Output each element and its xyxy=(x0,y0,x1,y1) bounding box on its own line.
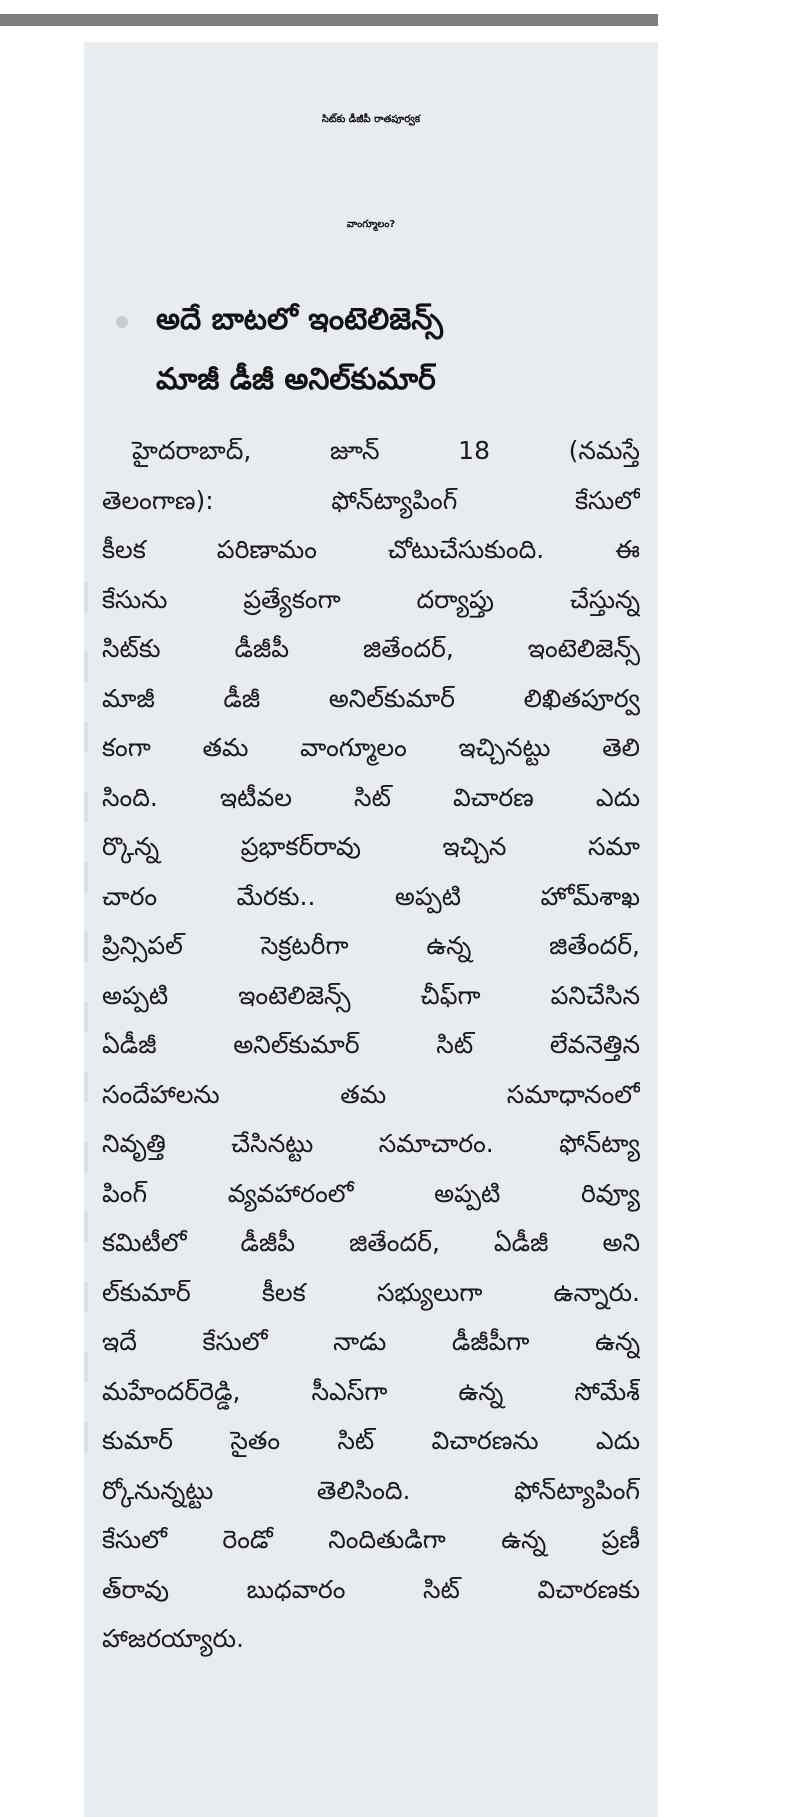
body-line: ప్రిన్సిపల్ సెక్రటరీగా ఉన్న జితేందర్, xyxy=(102,931,640,960)
body-line: త్‌రావు బుధవారం సిట్ విచారణకు xyxy=(102,1574,640,1604)
headline-line-1: సిట్‌కు డీజీపీ రాతపూర్వక xyxy=(321,114,421,125)
body-line: ర్కోనున్నట్టు తెలిసింది. ఫోన్‌ట్యాపింగ్ xyxy=(102,1475,640,1505)
body-line: తెలంగాణ): ఫోన్‌ట్యాపింగ్ కేసులో xyxy=(102,485,640,515)
body-line: కమిటీలో డీజీపీ జితేందర్, ఏడీజీ అని xyxy=(102,1228,640,1257)
body-line: మాజీ డీజీ అనిల్‌కుమార్ లిఖితపూర్వ xyxy=(102,683,640,713)
article-body xyxy=(102,426,640,1664)
headline-line-2: వాంగ్మూలం? xyxy=(346,219,396,230)
body-line: కేసులో రెండో నిందితుడిగా ఉన్న ప్రణీ xyxy=(102,1525,640,1554)
body-line: కేసును ప్రత్యేకంగా దర్యాప్తు చేస్తున్న xyxy=(102,584,640,614)
body-line: ల్‌కుమార్ కీలక సభ్యులుగా ఉన్నారు. xyxy=(102,1277,640,1307)
body-line: పింగ్ వ్యవహారంలో అప్పటి రివ్యూ xyxy=(102,1178,640,1208)
article-panel xyxy=(84,42,658,1817)
top-divider-rule xyxy=(0,14,658,26)
body-line: కుమార్ సైతం సిట్ విచారణను ఎదు xyxy=(102,1426,640,1455)
body-line: కీలక పరిణామం చోటుచేసుకుంది. ఈ xyxy=(102,535,640,564)
body-line: చారం మేరకు.. అప్పటి హోమ్‌శాఖ xyxy=(102,881,640,911)
body-line: హాజరయ్యారు. xyxy=(102,1624,244,1653)
body-line: మహేందర్‌రెడ్డి, సీఎస్‌గా ఉన్న సోమేశ్ xyxy=(102,1376,640,1406)
body-line: సిట్‌కు డీజీపీ జితేందర్, ఇంటెలిజెన్స్ xyxy=(102,634,640,663)
body-line: ఏడీజీ అనిల్‌కుమార్ సిట్ లేవనెత్తిన xyxy=(102,1030,640,1059)
body-line: ర్కొన్న ప్రభాకర్‌రావు ఇచ్చిన సమా xyxy=(102,832,640,861)
subhead-line-1: అదే బాటలో ఇంటెలిజెన్స్ xyxy=(156,302,443,337)
body-line: నివృత్తి చేసినట్టు సమాచారం. ఫోన్‌ట్యా xyxy=(102,1129,640,1158)
body-line: సింది. ఇటీవల సిట్ విచారణ ఎదు xyxy=(102,782,640,812)
body-line: అప్పటి ఇంటెలిజెన్స్ చీఫ్‌గా పనిచేసిన xyxy=(102,980,640,1010)
body-line: ఇదే కేసులో నాడు డీజీపీగా ఉన్న xyxy=(102,1327,640,1356)
edge-scan-marks xyxy=(84,582,88,1482)
body-line: హైదరాబాద్, జూన్ 18 (నమస్తే xyxy=(132,436,640,465)
body-line: కంగా తమ వాంగ్మూలం ఇచ్చినట్టు తెలి xyxy=(102,733,640,762)
subhead-line-2: మాజీ డీజీ అనిల్‌కుమార్ xyxy=(156,362,436,397)
body-line: సందేహాలను తమ సమాధానంలో xyxy=(102,1079,640,1109)
bullet-dot-icon xyxy=(116,316,128,328)
